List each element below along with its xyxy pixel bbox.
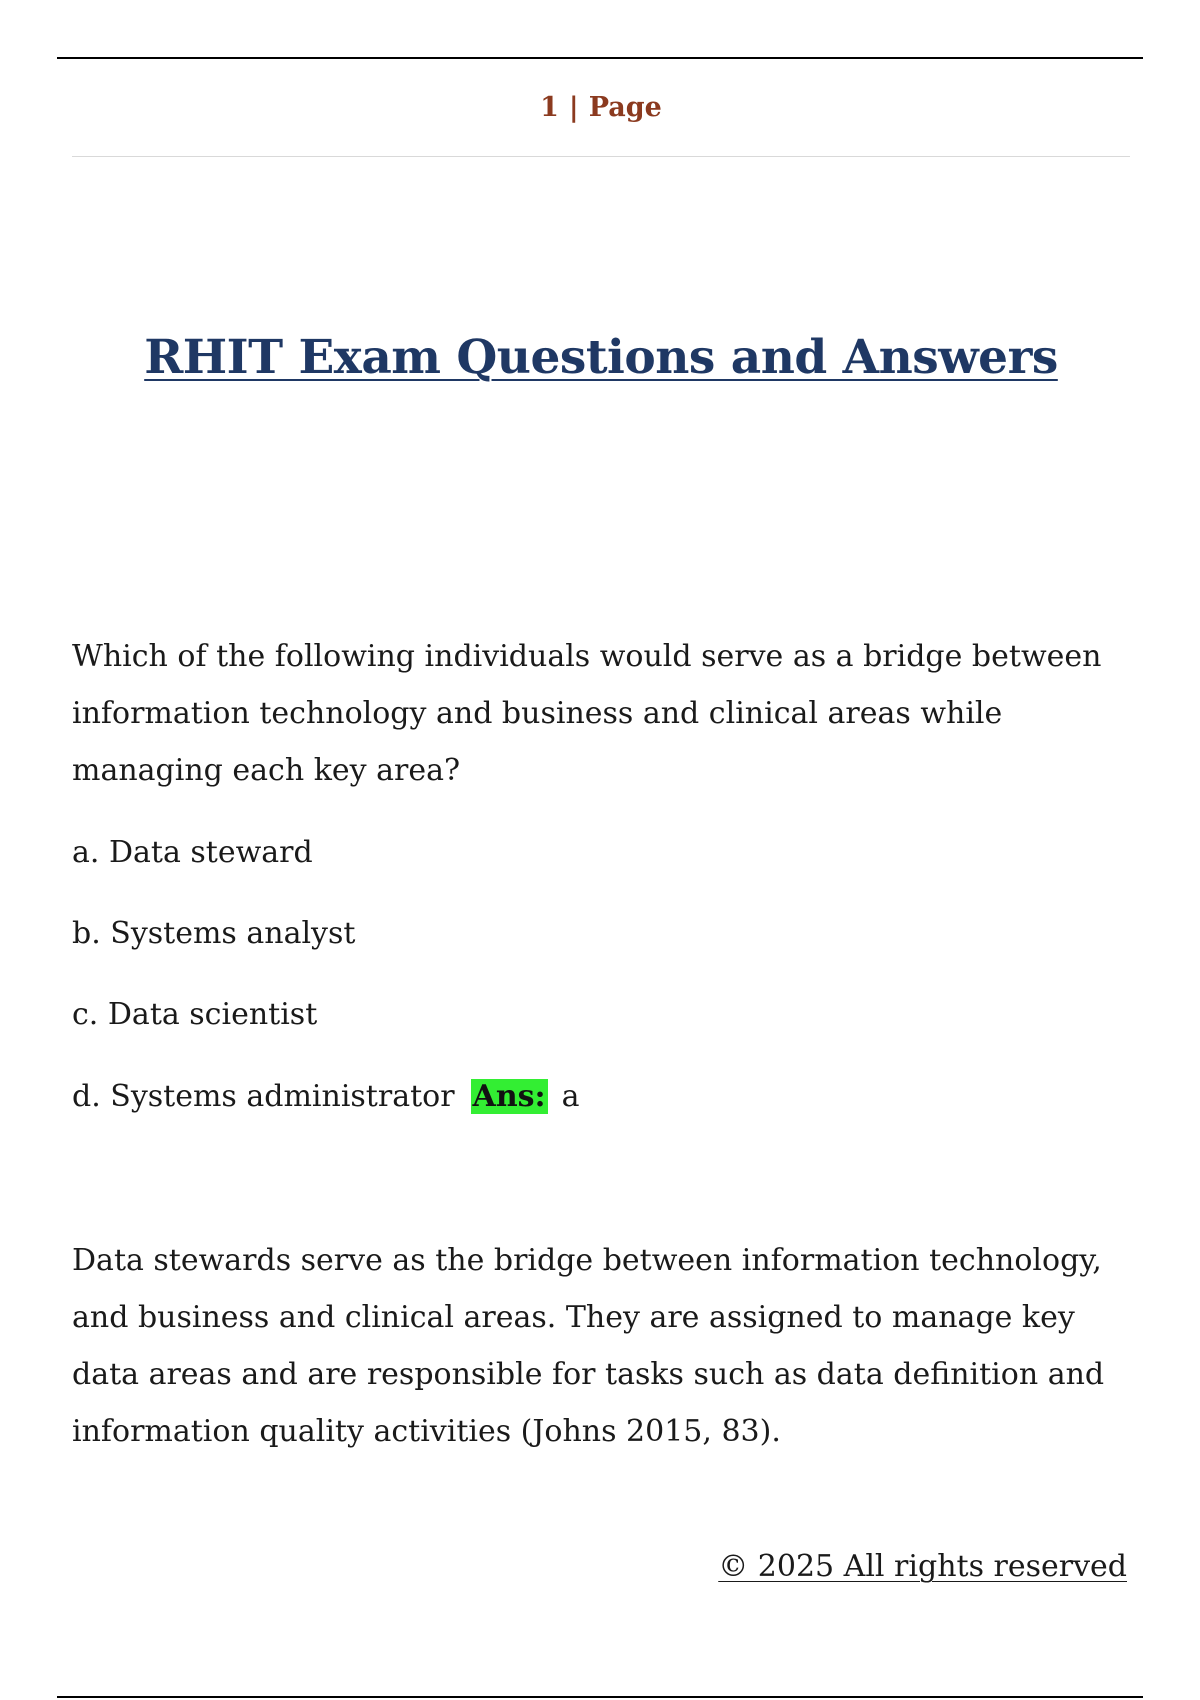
answer-label: Ans: [472,1079,546,1114]
header-divider [72,156,1130,157]
option-a-text: a. Data steward [72,835,313,870]
option-b-text: b. Systems analyst [72,916,356,951]
option-a [72,824,313,881]
option-d [72,1068,580,1125]
question-text: Which of the following individuals would serve as a bridge between information technology and business and clinical areas while managing each key area? [72,639,1102,788]
bottom-border-line [57,1696,1143,1698]
page-number: 1 [540,92,559,123]
option-c [72,986,317,1043]
page-label: Page [588,92,662,123]
option-b [72,905,355,962]
option-d-text: d. Systems administrator [72,1079,455,1114]
document-title: RHIT Exam Questions and Answers [144,330,1058,385]
answer-rationale: Data stewards serve as the bridge between information technology, and business and clinical areas. They are assigned to manage key data areas and are responsible for tasks such as data definition and information quality activities (Johns 2015, 83). [72,1243,1105,1449]
top-border-line [57,57,1143,59]
option-c-text: c. Data scientist [72,997,318,1032]
copyright-notice: © 2025 All rights reserved [718,1549,1127,1584]
answer-value: a [561,1079,580,1114]
page-header [72,92,1130,123]
page-separator: | [568,92,579,123]
